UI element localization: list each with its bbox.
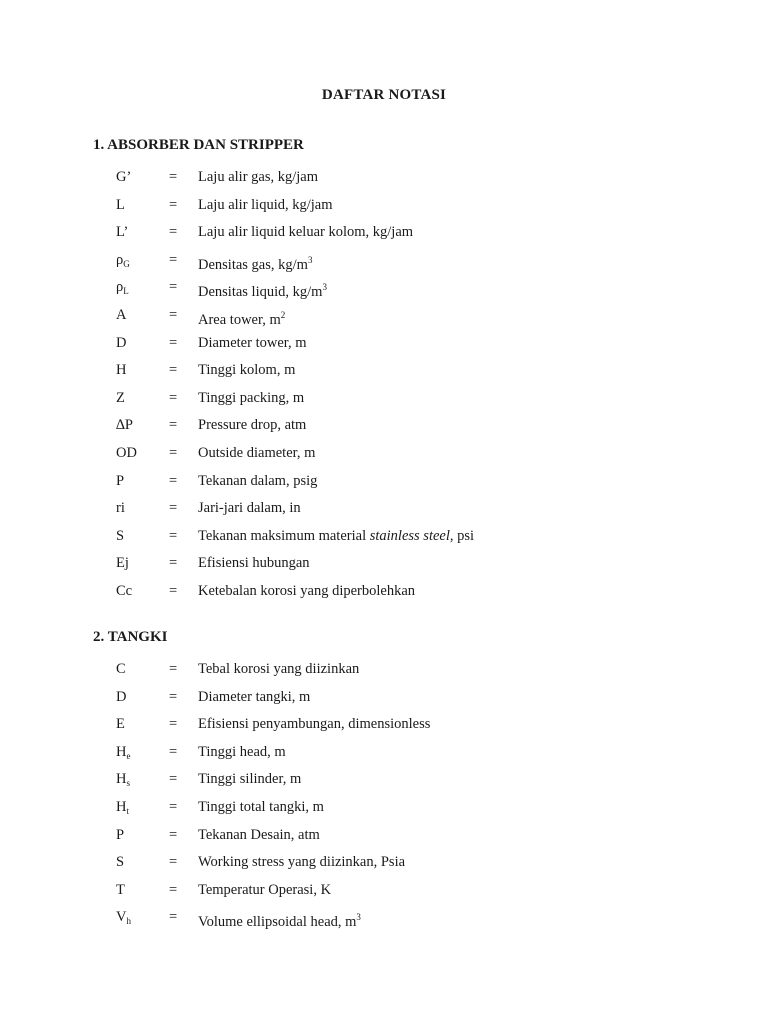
notation-row xyxy=(0,415,768,435)
description-italic: stainless steel xyxy=(369,527,450,544)
symbol-text: ri xyxy=(116,500,125,517)
notation-row xyxy=(0,333,768,353)
notation-row xyxy=(0,880,768,900)
notation-description xyxy=(198,471,317,491)
symbol-text: Z xyxy=(116,389,125,406)
symbol-subscript: h xyxy=(126,916,131,927)
notation-description xyxy=(198,498,301,518)
notation-description xyxy=(198,167,318,187)
symbol-text: Cc xyxy=(116,583,133,599)
equals-sign: = xyxy=(169,743,178,760)
symbol-text: P xyxy=(116,826,125,843)
notation-symbol xyxy=(116,880,125,900)
description-text: Tinggi kolom, m xyxy=(198,362,296,379)
notation-row xyxy=(0,222,768,242)
notation-description xyxy=(198,222,413,242)
symbol-subscript: t xyxy=(126,806,129,816)
symbol-text: Ej xyxy=(116,555,129,572)
symbol-text: P xyxy=(116,472,125,489)
equals-sign: = xyxy=(169,307,178,323)
description-text: Tinggi head, m xyxy=(198,743,286,760)
notation-row xyxy=(0,360,768,380)
symbol-text: H xyxy=(116,362,127,379)
notation-description xyxy=(198,852,405,872)
notation-description xyxy=(198,360,295,380)
description-text: Area tower, m xyxy=(198,312,281,328)
symbol-text: L xyxy=(116,196,125,213)
equals-sign: = xyxy=(169,224,178,241)
symbol-text: T xyxy=(116,881,125,898)
symbol-text: ∆P xyxy=(116,417,133,434)
notation-symbol xyxy=(116,852,124,872)
equals-sign: = xyxy=(169,688,178,705)
notation-row xyxy=(0,797,768,817)
symbol-text: ρ xyxy=(116,279,124,296)
description-text: Tinggi total tangki, m xyxy=(198,799,324,815)
notation-description xyxy=(198,687,310,707)
description-text: Volume ellipsoidal head, m xyxy=(198,914,357,931)
symbol-text: L’ xyxy=(116,224,129,241)
equals-sign: = xyxy=(169,661,178,677)
notation-description xyxy=(198,250,312,275)
notation-symbol xyxy=(116,277,129,301)
notation-row xyxy=(0,498,768,518)
equals-sign: = xyxy=(169,716,178,733)
notation-row xyxy=(0,250,768,273)
equals-sign: = xyxy=(169,251,178,268)
notation-description xyxy=(198,388,304,408)
notation-symbol xyxy=(116,415,133,435)
notation-description xyxy=(198,825,320,845)
notation-description xyxy=(198,659,359,679)
notation-description xyxy=(198,415,306,435)
equals-sign: = xyxy=(169,445,178,461)
notation-description xyxy=(198,880,331,900)
description-text: Densitas gas, kg/m xyxy=(198,256,308,273)
description-text: Pressure drop, atm xyxy=(198,417,307,434)
equals-sign: = xyxy=(169,417,178,434)
unit-superscript: 3 xyxy=(356,912,361,923)
notation-row xyxy=(0,167,768,187)
symbol-subscript: e xyxy=(126,750,131,761)
description-text: Ketebalan korosi yang diperbolehkan xyxy=(198,583,416,599)
symbol-text: H xyxy=(116,743,127,760)
symbol-text: E xyxy=(116,716,125,733)
unit-superscript: 3 xyxy=(322,282,327,293)
description-text: Outside diameter, m xyxy=(198,445,316,461)
unit-superscript: 2 xyxy=(280,310,286,320)
notation-row xyxy=(0,825,768,845)
description-text: Temperatur Operasi, K xyxy=(198,881,332,898)
notation-description xyxy=(198,742,286,762)
symbol-text: A xyxy=(116,307,127,323)
notation-symbol xyxy=(116,333,126,353)
description-text: Laju alir liquid, kg/jam xyxy=(198,196,333,213)
notation-row xyxy=(0,195,768,215)
description-suffix: , psi xyxy=(449,527,475,544)
notation-description xyxy=(198,195,333,215)
notation-description xyxy=(198,443,315,463)
section-heading: 1. ABSORBER DAN STRIPPER xyxy=(93,137,304,153)
equals-sign: = xyxy=(169,389,178,406)
notation-symbol xyxy=(116,195,125,215)
description-text: Tekanan dalam, psig xyxy=(198,472,318,489)
notation-symbol xyxy=(116,388,125,408)
notation-symbol xyxy=(116,769,130,793)
description-text: Efisiensi hubungan xyxy=(198,555,310,572)
equals-sign: = xyxy=(169,881,178,898)
notation-description xyxy=(198,581,415,601)
notation-symbol xyxy=(116,581,132,601)
notation-symbol xyxy=(116,360,126,380)
section-heading: 2. TANGKI xyxy=(93,629,168,645)
symbol-subscript: s xyxy=(126,778,130,789)
equals-sign: = xyxy=(169,527,178,544)
notation-symbol xyxy=(116,553,129,573)
notation-symbol xyxy=(116,250,130,274)
notation-description xyxy=(198,907,361,932)
notation-symbol xyxy=(116,526,124,546)
notation-row xyxy=(0,769,768,789)
notation-row xyxy=(0,277,768,301)
equals-sign: = xyxy=(169,771,178,788)
notation-row xyxy=(0,443,768,463)
symbol-subscript: L xyxy=(123,286,129,297)
notation-row xyxy=(0,714,768,734)
notation-description xyxy=(198,797,324,817)
description-text: Diameter tangki, m xyxy=(198,688,311,705)
notation-symbol xyxy=(116,907,131,931)
equals-sign: = xyxy=(169,196,178,213)
notation-row xyxy=(0,553,768,573)
symbol-text: H xyxy=(116,771,127,788)
notation-description xyxy=(198,277,327,302)
notation-row xyxy=(0,659,768,679)
notation-symbol xyxy=(116,443,137,463)
equals-sign: = xyxy=(169,362,178,379)
description-text: Tebal korosi yang diizinkan xyxy=(198,661,360,677)
notation-row xyxy=(0,305,768,328)
notation-row xyxy=(0,388,768,408)
symbol-text: S xyxy=(116,854,125,871)
equals-sign: = xyxy=(169,909,178,926)
equals-sign: = xyxy=(169,279,178,296)
notation-description xyxy=(198,714,430,734)
equals-sign: = xyxy=(169,169,178,185)
notation-symbol xyxy=(116,167,131,187)
notation-row xyxy=(0,581,768,601)
description-text: Working stress yang diizinkan, Psia xyxy=(198,854,406,871)
notation-row xyxy=(0,852,768,872)
symbol-text: G’ xyxy=(116,169,132,185)
notation-description xyxy=(198,553,310,573)
notation-symbol xyxy=(116,825,124,845)
equals-sign: = xyxy=(169,854,178,871)
notation-row xyxy=(0,742,768,762)
symbol-text: OD xyxy=(116,445,137,461)
unit-superscript: 3 xyxy=(307,254,313,265)
notation-symbol xyxy=(116,471,124,491)
notation-description xyxy=(198,305,285,330)
notation-row xyxy=(0,471,768,491)
notation-symbol xyxy=(116,305,126,325)
description-text: Laju alir gas, kg/jam xyxy=(198,169,318,185)
notation-row xyxy=(0,526,768,546)
description-text: Tekanan maksimum material xyxy=(198,527,370,544)
symbol-text: V xyxy=(116,909,127,926)
equals-sign: = xyxy=(169,334,178,351)
notation-symbol xyxy=(116,687,126,707)
symbol-text: ρ xyxy=(116,251,124,268)
equals-sign: = xyxy=(169,472,178,489)
notation-symbol xyxy=(116,714,125,734)
equals-sign: = xyxy=(169,583,178,599)
description-text: Tinggi silinder, m xyxy=(198,771,302,788)
symbol-text: C xyxy=(116,661,126,677)
notation-symbol xyxy=(116,742,130,766)
description-text: Tinggi packing, m xyxy=(198,389,305,406)
notation-symbol xyxy=(116,797,129,821)
symbol-text: D xyxy=(116,334,127,351)
symbol-text: D xyxy=(116,688,127,705)
equals-sign: = xyxy=(169,826,178,843)
equals-sign: = xyxy=(169,500,178,517)
equals-sign: = xyxy=(169,555,178,572)
description-text: Jari-jari dalam, in xyxy=(198,500,301,517)
notation-symbol xyxy=(116,222,128,242)
symbol-text: H xyxy=(116,799,127,815)
notation-symbol xyxy=(116,659,126,679)
description-text: Diameter tower, m xyxy=(198,334,307,351)
notation-row xyxy=(0,687,768,707)
notation-description xyxy=(198,526,474,546)
description-text: Densitas liquid, kg/m xyxy=(198,284,323,301)
symbol-text: S xyxy=(116,527,125,544)
notation-description xyxy=(198,769,301,789)
notation-row xyxy=(0,907,768,931)
equals-sign: = xyxy=(169,799,178,815)
page-title: DAFTAR NOTASI xyxy=(321,87,447,103)
symbol-subscript: G xyxy=(123,258,130,269)
description-text: Laju alir liquid keluar kolom, kg/jam xyxy=(198,224,414,241)
notation-symbol xyxy=(116,498,125,518)
description-text: Efisiensi penyambungan, dimensionless xyxy=(198,716,431,733)
notation-description xyxy=(198,333,307,353)
description-text: Tekanan Desain, atm xyxy=(198,826,320,843)
